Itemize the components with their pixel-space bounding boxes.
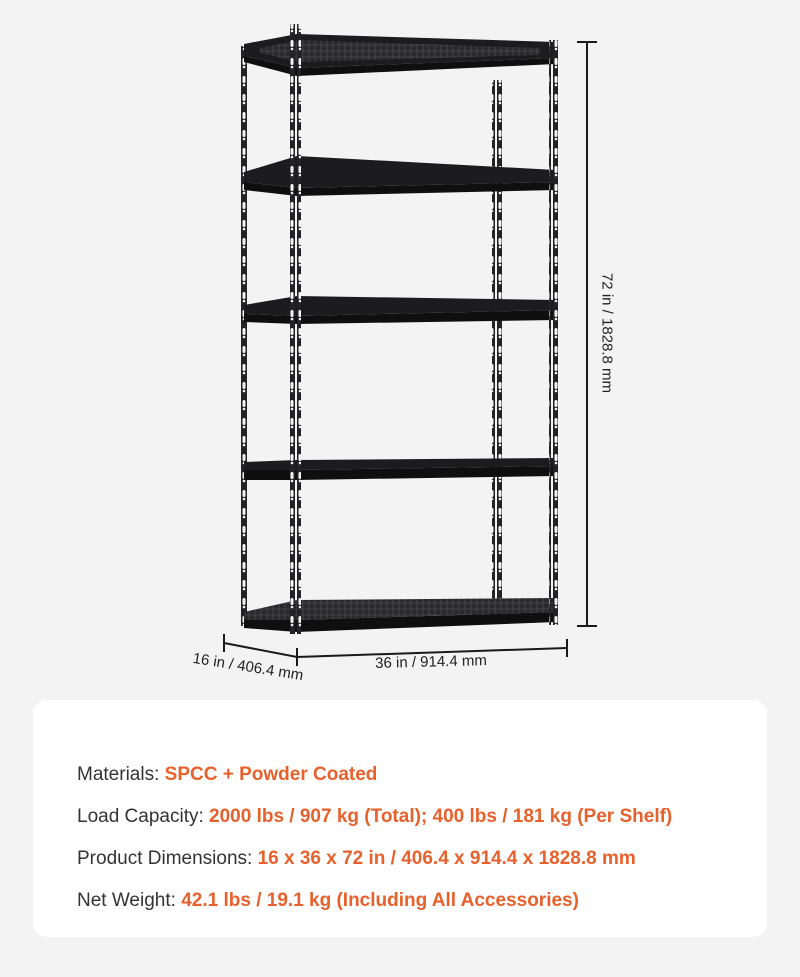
depth-dimension-label: 16 in / 406.4 mm <box>191 649 305 685</box>
spec-label: Product Dimensions: <box>77 848 253 869</box>
spec-value: SPCC + Powder Coated <box>164 764 378 785</box>
back-post-left <box>239 46 249 626</box>
front-post-right <box>549 40 558 625</box>
spec-value: 16 x 36 x 72 in / 406.4 x 914.4 x 1828.8 mm <box>257 848 636 869</box>
spec-label: Load Capacity: <box>77 806 204 827</box>
height-dimension-line <box>577 42 597 626</box>
spec-label: Net Weight: <box>77 890 176 911</box>
spec-row-product-dimensions <box>77 847 636 871</box>
spec-row-materials <box>77 763 377 787</box>
back-post-right <box>492 80 502 615</box>
spec-label: Materials: <box>77 764 160 785</box>
spec-row-net-weight <box>77 889 579 913</box>
spec-value: 2000 lbs / 907 kg (Total); 400 lbs / 181 kg (Per Shelf) <box>209 806 673 827</box>
front-post-left <box>290 24 301 634</box>
height-dimension-label: 72 in / 1828.8 mm <box>598 272 616 394</box>
specifications-card <box>33 700 767 937</box>
spec-value: 42.1 lbs / 19.1 kg (Including All Accessories) <box>181 890 579 911</box>
depth-dimension-line <box>224 634 297 657</box>
spec-row-load-capacity <box>77 805 672 829</box>
width-dimension-label: 36 in / 914.4 mm <box>374 652 488 672</box>
